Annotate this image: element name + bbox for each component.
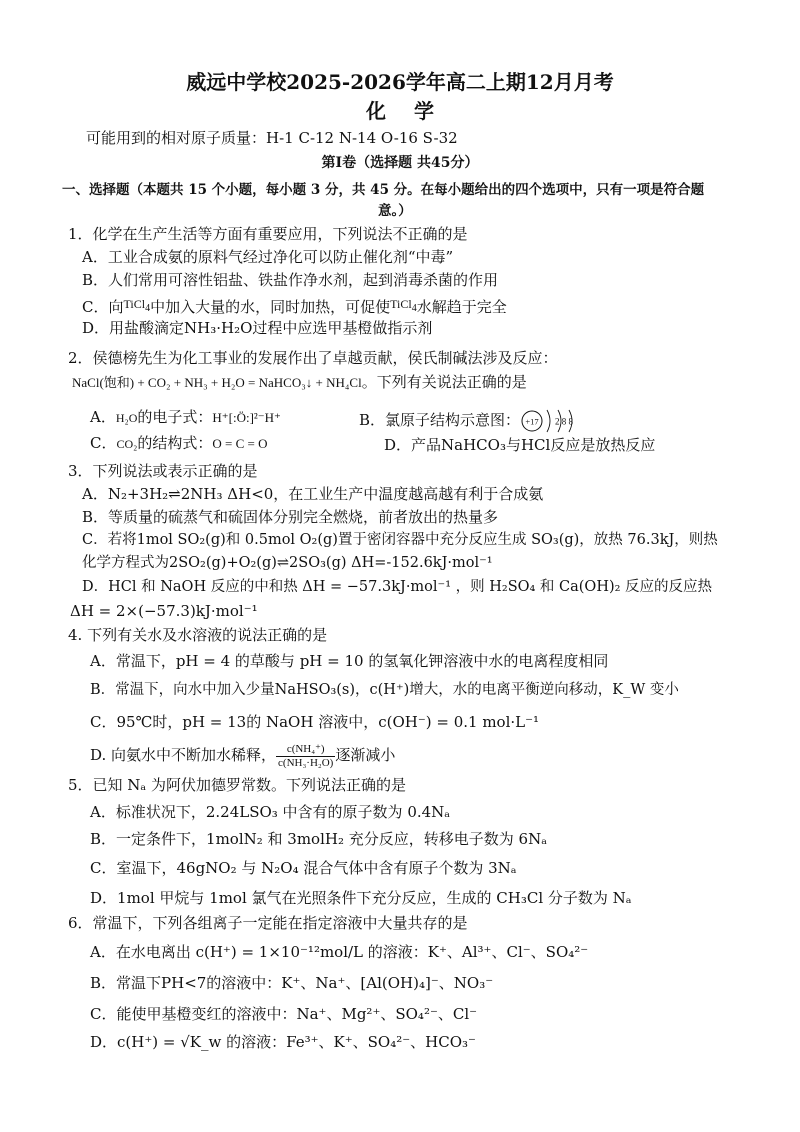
q2-c-structural-formula: O = C = O	[212, 436, 268, 451]
q1-c-middle: 中加入大量的水，同时加热，可促使	[150, 298, 391, 316]
q3-option-b: B．等质量的硫蒸气和硫固体分别完全燃烧，前者放出的热量多	[82, 508, 499, 526]
q2-a-molecule: H₂O	[115, 411, 138, 425]
subject-title: 化学	[366, 99, 462, 123]
q4-d-prefix: D. 向氨水中不断加水稀释，	[90, 746, 277, 764]
q6-option-a: A．在水电离出 c(H⁺) = 1×10⁻¹²mol/L 的溶液：K⁺、Al³⁺、Cl⁻、SO₄²⁻	[90, 943, 589, 961]
atom-nucleus-label: +17	[525, 416, 539, 427]
q5-option-c: C．室温下，46gNO₂ 与 N₂O₄ 混合气体中含有原子个数为 3Nₐ	[90, 859, 517, 877]
q2-a-prefix: A．	[90, 408, 116, 426]
section-title: 第Ⅰ卷（选择题 共45分）	[321, 155, 479, 171]
q2-c-molecule: CO₂	[116, 437, 138, 451]
q2-b-label: B．氯原子结构示意图：	[359, 411, 521, 429]
q4-option-a: A．常温下，pH = 4 的草酸与 pH = 10 的氢氧化钾溶液中水的电离程度相同	[90, 652, 609, 670]
q6-stem: 6．常温下，下列各组离子一定能在指定溶液中大量共存的是	[68, 914, 468, 932]
q4-d-denominator: c(NH₃·H₂O)	[278, 756, 334, 769]
q2-reaction-line	[72, 372, 527, 393]
chlorine-atom-diagram	[520, 407, 586, 435]
q4-option-d	[90, 738, 395, 772]
q2-reaction: NaCl(饱和) + CO₂ + NH₃ + H₂O = NaHCO₃↓ + NH₄Cl	[72, 375, 362, 390]
q1-option-a: A．工业合成氨的原料气经过净化可以防止催化剂“中毒”	[82, 248, 454, 266]
q2-c-label: 的结构式：	[137, 434, 213, 452]
q3-option-c-line1: C．若将1mol SO₂(g)和 0.5mol O₂(g)置于密闭容器中充分反应生成 SO₃(g)，放热 76.3kJ，则热	[82, 532, 718, 548]
q5-option-b: B．一定条件下，1molN₂ 和 3molH₂ 充分反应，转移电子数为 6Nₐ	[90, 830, 547, 848]
q1-c-prefix: C．向	[82, 298, 124, 316]
q5-stem: 5．已知 Nₐ 为阿伏加德罗常数。下列说法正确的是	[68, 776, 406, 794]
q1-c-suffix: 水解趋于完全	[416, 298, 507, 316]
q1-c-formula-1: TiCl4	[123, 297, 151, 314]
q4-d-numerator: c(NH₄⁺)	[276, 743, 335, 757]
atomic-masses: 可能用到的相对原子质量：H-1 C-12 N-14 O-16 S-32	[86, 129, 458, 147]
q3-option-a: A．N₂+3H₂⇌2NH₃ ΔH<0，在工业生产中温度越高越有利于合成氨	[82, 485, 544, 503]
q4-option-c: C．95℃时，pH = 13的 NaOH 溶液中，c(OH⁻) = 0.1 mol·L⁻¹	[90, 713, 540, 731]
q1-option-c	[82, 294, 507, 317]
q2-stem: 2．侯德榜先生为化工事业的发展作出了卓越贡献，侯氏制碱法涉及反应：	[68, 349, 558, 367]
q1-option-d: D．用盐酸滴定NH₃·H₂O过程中应选甲基橙做指示剂	[82, 319, 433, 337]
q2-option-c	[90, 433, 267, 454]
q6-option-b: B．常温下PH<7的溶液中：K⁺、Na⁺、[Al(OH)₄]⁻、NO₃⁻	[90, 974, 494, 992]
q1-c-formula-1-text: TiCl	[123, 297, 146, 311]
q4-option-b: B．常温下，向水中加入少量NaHSO₃(s)，c(H⁺)增大，水的电离平衡逆向移动，K_W 变小	[90, 682, 679, 698]
q2-option-d: D．产品NaHCO₃与HCl反应是放热反应	[384, 436, 656, 454]
q3-option-d-line1: D．HCl 和 NaOH 反应的中和热 ΔH = −57.3kJ·mol⁻¹ ，则 H₂SO₄ 和 Ca(OH)₂ 反应的反应热	[82, 579, 713, 595]
q4-stem: 4. 下列有关水及水溶液的说法正确的是	[68, 626, 328, 644]
q2-option-b	[359, 407, 586, 435]
q4-d-fraction	[276, 743, 335, 770]
q1-option-b: B．人们常用可溶性铝盐、铁盐作净水剂，起到消毒杀菌的作用	[82, 271, 499, 289]
q2-reaction-tail: 。下列有关说法正确的是	[361, 373, 527, 391]
q5-option-d: D．1mol 甲烷与 1mol 氯气在光照条件下充分反应，生成的 CH₃Cl 分子数为 Nₐ	[90, 889, 632, 907]
q3-option-c-line2: 化学方程式为2SO₂(g)+O₂(g)⇌2SO₃(g) ΔH=-152.6kJ·mol⁻¹	[82, 555, 493, 571]
q1-stem: 1．化学在生产生活等方面有重要应用，下列说法不正确的是	[68, 225, 468, 243]
atom-shell-electrons: 2 8 8	[555, 416, 574, 427]
q1-c-formula-2-text: TiCl	[390, 297, 412, 311]
q6-option-c: C．能使甲基橙变红的溶液中：Na⁺、Mg²⁺、SO₄²⁻、Cl⁻	[90, 1005, 478, 1023]
q3-stem: 3．下列说法或表示正确的是	[68, 462, 258, 480]
q3-option-d-line2: ΔH = 2×(−57.3)kJ·mol⁻¹	[70, 602, 258, 620]
exam-title: 威远中学校2025-2026学年高二上期12月月考	[186, 70, 614, 94]
q4-d-suffix: 逐渐减小	[335, 746, 396, 764]
instructions-line1: 一、选择题（本题共 15 个小题，每小题 3 分，共 45 分。在每小题给出的四个选项中，只有一项是符合题	[62, 182, 705, 198]
q2-option-a	[90, 407, 281, 428]
instructions-line2: 意。）	[378, 203, 412, 219]
q2-a-electron-formula: H⁺[:Ö:]²⁻H⁺	[212, 410, 281, 425]
q5-option-a: A．标准状况下，2.24LSO₃ 中含有的原子数为 0.4Nₐ	[90, 803, 451, 821]
q2-a-label: 的电子式：	[137, 408, 213, 426]
q2-c-prefix: C．	[90, 434, 117, 452]
q6-option-d: D．c(H⁺) = √K_w 的溶液：Fe³⁺、K⁺、SO₄²⁻、HCO₃⁻	[90, 1033, 476, 1051]
q1-c-formula-2: TiCl4	[390, 297, 417, 314]
